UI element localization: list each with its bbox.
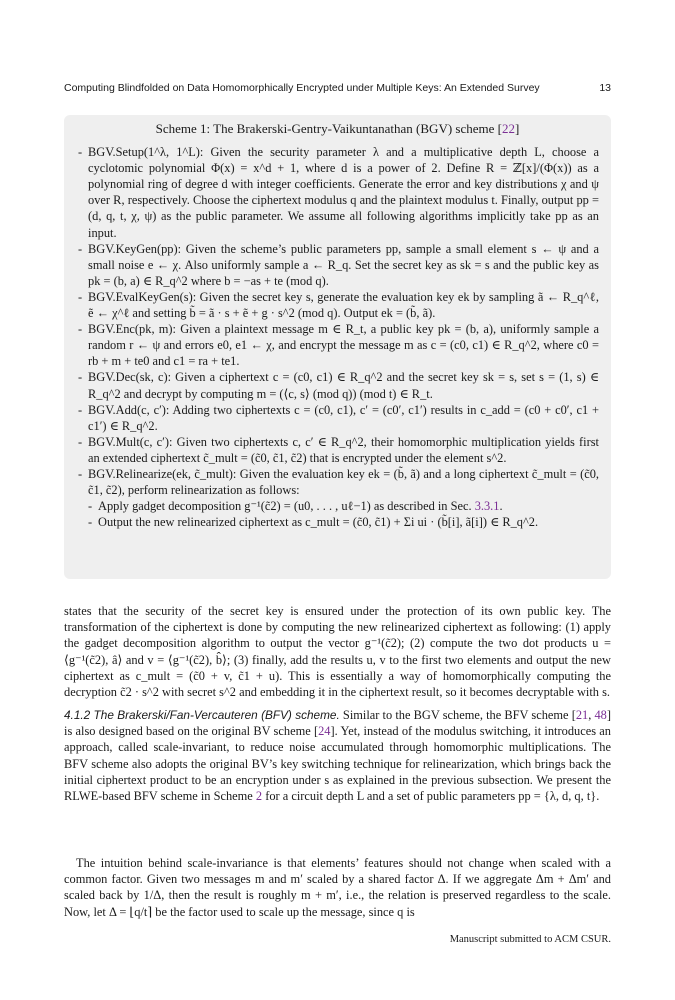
citation-link[interactable]: 21 [575,708,589,722]
step-evalkeygen: - BGV.EvalKeyGen(s): Given the secret key s, generate the evaluation key ek by sampling ã ← R_q^ℓ, ẽ ← χ^ℓ and setting b̃ = ã · s + ẽ + g · s^2 (mod q). Output ek = (b̃, ã). [76,289,599,321]
citation-link[interactable]: 48 [594,708,607,722]
paragraph-scale-invariance: The intuition behind scale-invariance is that elements’ features should not change when scaled with a common factor. Given two messages m and m′ scaled by a shared factor Δ. If we aggregate Δm + Δm′ and scaled back by 1/Δ, then the result is roughly m + m′, i.e., the relation is preserved regardless to the scale. Now, let Δ = ⌊q/t⌉ be the factor used to scale up the message, since q is [64,856,611,919]
step-setup: - BGV.Setup(1^λ, 1^L): Given the security parameter λ and a multiplicative depth L, choose a cyclotomic polynomial Φ(x) = x^d + 1, where d is a power of 2. Define R = ℤ[x]/(Φ(x)) as a polynomial ring of degree d with integer coefficients. Generate the error and key distributions χ and ψ over R, respectively. Choose the ciphertext modulus q and the plaintext modulus t. Finally, output pp = (d, q, t, χ, ψ) as the public parameter. We assume all following algorithms implicitly take pp as an input. [76,144,599,241]
running-title: Computing Blindfolded on Data Homomorphically Encrypted under Multiple Keys: An Extended Survey [64,82,540,94]
paragraph-bfv: 4.1.2 The Brakerski/Fan-Vercauteren (BFV) scheme. Similar to the BGV scheme, the BFV scheme [21, 48] is also designed based on the original BV scheme [24]. Yet, instead of the modulus switching, it introduces an approach, called scale-invariant, to reduce noise accumulated through homomorphic multiplications. The BFV scheme also adopts the original BV’s key switching technique for relinearization, which brings back the initial ciphertext product to be an encryption under s as explained in the previous subsection. We present the RLWE-based BFV scheme in Scheme 2 for a circuit depth L and a set of public parameters pp = {λ, d, q, t}. [64,708,611,804]
paragraph-1: states that the security of the secret key is ensured under the protection of its own public key. The transformation of the ciphertext is done by computing the new relinearized ciphertext as following: (1) apply the gadget decomposition algorithm to output the vector g⁻¹(c̃2); (2) compute the two dot products u = ⟨g⁻¹(c̃2), â⟩ and v = ⟨g⁻¹(c̃2), b̂⟩; (3) finally, add the results u, v to the first two elements and output the new ciphertext as c_mult = (c̃0 + v, c̃1 + u). This is essentially a way of homomorphically computing the decryption c̃2 · s^2 with secret s^2 and embedding it in the ciphertext result, so it becomes decryptable with s. [64,604,611,700]
running-header [64,82,611,100]
scheme-title: Scheme 1: The Brakerski-Gentry-Vaikuntanathan (BGV) scheme [22] [155,121,520,136]
step-relinearize: - BGV.Relinearize(ek, c̃_mult): Given the evaluation key ek = (b̃, ã) and a long ciphertext c̃_mult = (c̃0, c̃1, c̃2), perform relinearization as follows: [76,466,599,498]
substep-gadget: - Apply gadget decomposition g⁻¹(c̃2) = (u0, . . . , uℓ−1) as described in Sec. 3.3.1. [76,498,599,514]
step-enc: - BGV.Enc(pk, m): Given a plaintext message m ∈ R_t, a public key pk = (b, a), uniformly sample a random r ← ψ and errors e0, e1 ← χ, and encrypt the message m as c = (c0, c1) ∈ R_q^2, where c0 = rb + m + te0 and c1 = ra + te1. [76,321,599,369]
substep-output: - Output the new relinearized ciphertext as c_mult = (c̃0, c̃1) + Σi ui · (b̃[i], ã[i]) ∈ R_q^2. [76,514,599,530]
step-add: - BGV.Add(c, c′): Adding two ciphertexts c = (c0, c1), c′ = (c0′, c1′) results in c_add = (c0 + c0′, c1 + c1′) ∈ R_q^2. [76,402,599,434]
scheme-box [64,115,611,579]
step-mult: - BGV.Mult(c, c′): Given two ciphertexts c, c′ ∈ R_q^2, their homomorphic multiplication yields first an extended ciphertext c̃_mult = (c̃0, c̃1, c̃2) that is encrypted under the element s^2. [76,434,599,466]
footer-note: Manuscript submitted to ACM CSUR. [449,934,611,945]
section-ref-link[interactable]: 3.3.1 [474,499,500,514]
step-dec: - BGV.Dec(sk, c): Given a ciphertext c = (c0, c1) ∈ R_q^2 and the secret key sk = s, set s = (1, s) ∈ R_q^2 and decrypt by computing m = (⟨c, s⟩ (mod q)) (mod t) ∈ R_t. [76,369,599,401]
citation-link[interactable]: 24 [318,724,331,739]
citation-link[interactable]: 22 [501,121,515,136]
subsection-heading: 4.1.2 The Brakerski/Fan-Vercauteren (BFV) scheme. [64,708,340,722]
step-keygen: - BGV.KeyGen(pp): Given the scheme’s public parameters pp, sample a small element s ← ψ and a small noise e ← χ. Also uniformly sample a ← R_q. Set the secret key as sk = s and the public key as pk = (b, a) ∈ R_q^2 where b = −as + te (mod q). [76,241,599,289]
scheme-ref-link[interactable]: 2 [255,789,263,804]
page-number: 13 [599,82,611,94]
